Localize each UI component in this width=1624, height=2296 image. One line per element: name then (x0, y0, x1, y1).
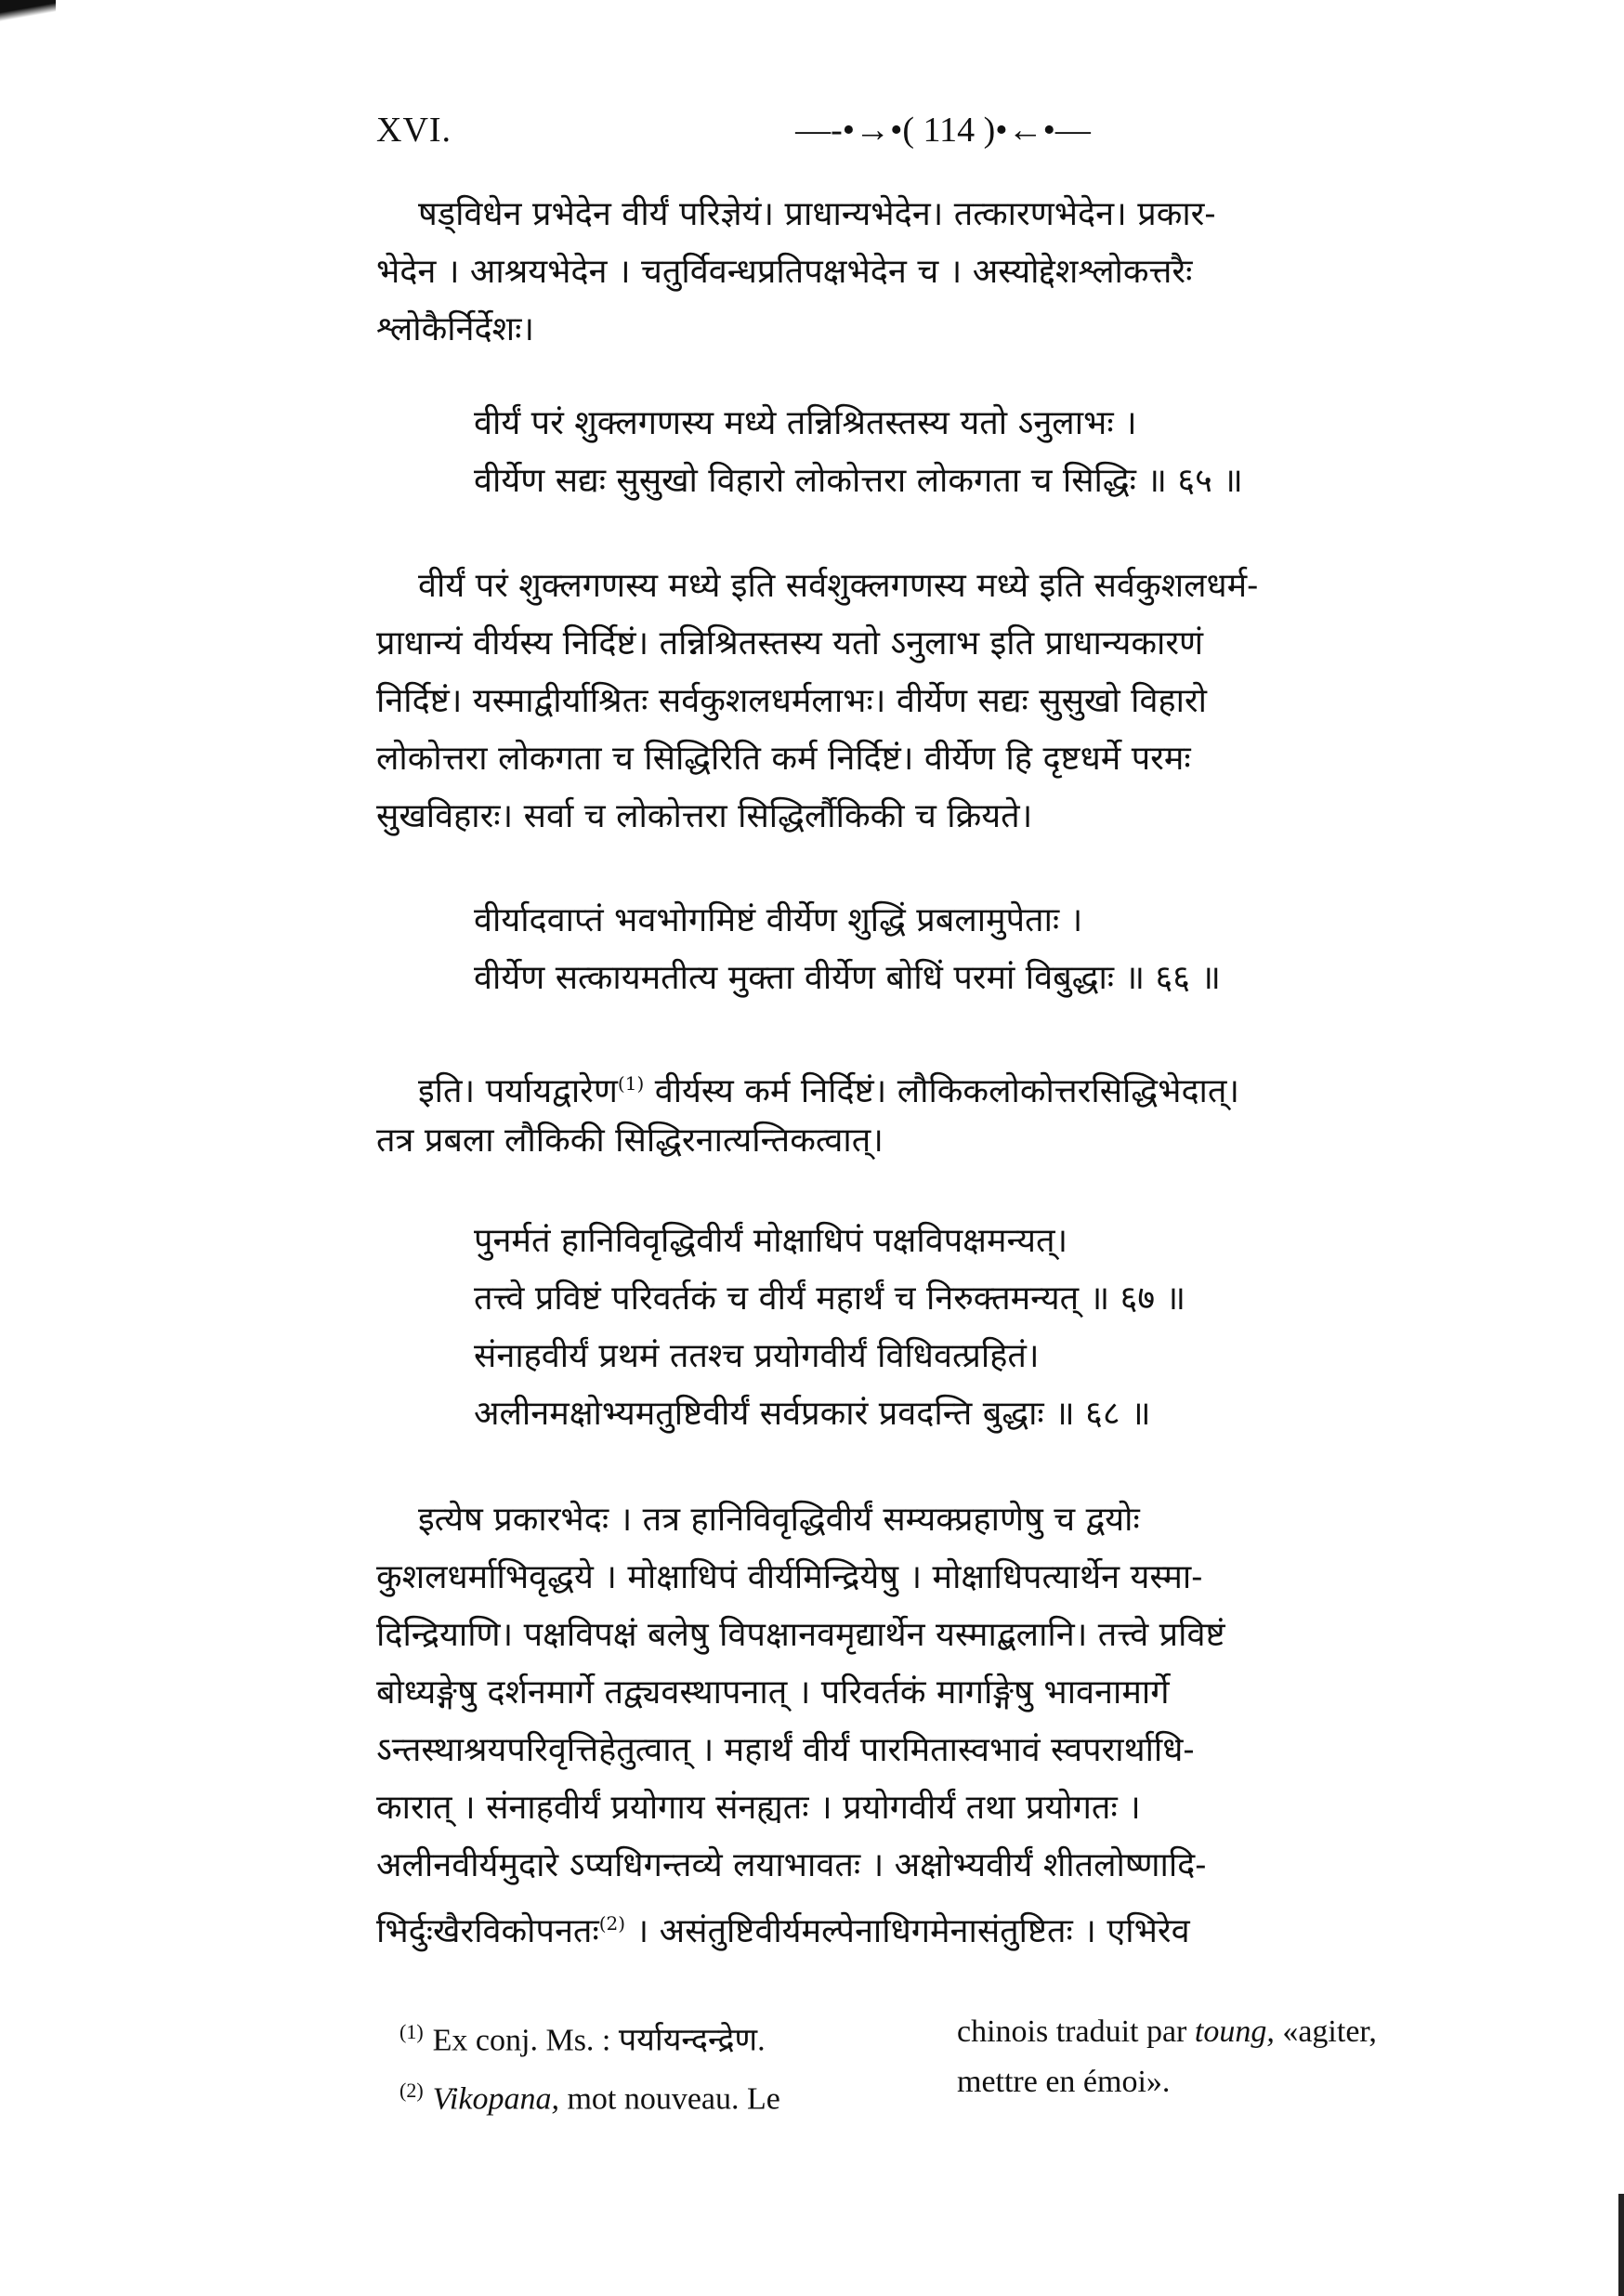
text-line (376, 1895, 1500, 1961)
text-line: वीर्यं परं शुक्लगणस्य मध्ये इति सर्वशुक्लगणस्य मध्ये इति सर्वकुशलधर्म- (418, 567, 1259, 605)
footnote-marker: (2) (598, 1912, 626, 1935)
scan-artifact (0, 0, 56, 26)
text-line: बोध्यङ्गेषु दर्शनमार्गे तद्व्यवस्थापनात् । परिवर्तकं मार्गाङ्गेषु भावनामार्गे (376, 1673, 1170, 1712)
text-line: श्लोकैर्निर्देशः। (376, 310, 535, 348)
verse-line: वीर्यं परं शुक्लगणस्य मध्ये तन्निश्रितस्तस्य यतो ऽनुलाभः । (474, 404, 1137, 442)
footnotes-right-column (957, 2007, 1514, 2107)
text-line: दिन्द्रियाणि। पक्षविपक्षं बलेषु विपक्षानवमृद्यार्थेन यस्माद्बलानि। तत्त्वे प्रविष्टं (376, 1616, 1225, 1654)
footnote-2-cont-text: chinois traduit par (957, 2014, 1187, 2049)
footnote-2-continuation-end: mettre en émoi». (957, 2065, 1171, 2099)
text-line: लोकोत्तरा लोकगता च सिद्धिरिति कर्म निर्दिष्टं। वीर्येण हि दृष्टधर्मे परमः (376, 740, 1191, 778)
verse-line: वीर्येण सद्यः सुसुखो विहारो लोकोत्तरा लोकगता च सिद्धिः ॥ ६५ ॥ (474, 462, 1243, 500)
verse-line: वीर्यादवाप्तं भवभोगमिष्टं वीर्येण शुद्धिं प्रबलामुपेताः । (474, 901, 1083, 939)
text-line: प्राधान्यं वीर्यस्य निर्दिष्टं। तन्निश्रितस्तस्य यतो ऽनुलाभ इति प्राधान्यकारणं (376, 624, 1204, 663)
verse-line: संनाहवीर्यं प्रथमं ततश्च प्रयोगवीर्यं विधिवत्प्रहितं। (474, 1337, 1040, 1375)
text-run: वीर्यस्य कर्म निर्दिष्टं। लौकिकलोकोत्तरसिद्धिभेदात्। (644, 1072, 1240, 1110)
footnote-1-text: Ex conj. Ms. : पर्यायन्दन्द्रेण. (432, 2023, 766, 2058)
footnote-2-term: Vikopana, (432, 2081, 559, 2117)
verse-line: अलीनमक्षोभ्यमतुष्टिवीर्यं सर्वप्रकारं प्रवदन्ति बुद्धाः ॥ ६८ ॥ (474, 1395, 1151, 1433)
text-line (418, 1055, 1500, 1121)
text-line: अलीनवीर्यमुदारे ऽप्यधिगन्तव्ये लयाभावतः । अक्षोभ्यवीर्यं शीतलोष्णादि- (376, 1846, 1207, 1884)
footnote-2-cont-text-b: «agiter, (1274, 2014, 1377, 2049)
footnote-2-cont-term: toung, (1186, 2014, 1275, 2049)
verse-line: तत्त्वे प्रविष्टं परिवर्तकं च वीर्यं महार्थं च निरुक्तमन्यत् ॥ ६७ ॥ (474, 1279, 1186, 1318)
footnotes-left-column (399, 2007, 920, 2125)
signature-mark: XVI. (376, 111, 452, 150)
text-run: भिर्दुःखैरविकोपनतः (376, 1912, 599, 1950)
text-line: कुशलधर्माभिवृद्धये । मोक्षाधिपं वीर्यमिन्द्रियेषु । मोक्षाधिपत्यार्थेन यस्मा- (376, 1558, 1203, 1596)
verse-line: वीर्येण सत्कायमतीत्य मुक्ता वीर्येण बोधिं परमां विबुद्धाः ॥ ६६ ॥ (474, 959, 1221, 997)
verse-line: पुनर्मतं हानिविवृद्धिवीर्यं मोक्षाधिपं पक्षविपक्षमन्यत्। (474, 1222, 1068, 1260)
text-line: ऽन्तस्थाश्रयपरिवृत्तिहेतुत्वात् । महार्थं वीर्यं पारमितास्वभावं स्वपरार्थाधि- (376, 1731, 1195, 1769)
footnote-1-number: (1) (399, 2020, 424, 2043)
text-line: तत्र प्रबला लौकिकी सिद्धिरनात्यन्तिकत्वात्। (376, 1122, 884, 1160)
footnote-2-number: (2) (399, 2079, 424, 2103)
text-line: सुखविहारः। सर्वा च लोकोत्तरा सिद्धिर्लौकिकी च क्रियते। (376, 797, 1033, 835)
footnote-2 (399, 2066, 920, 2124)
footnote-2-text: mot nouveau. Le (558, 2081, 780, 2117)
text-line: भेदेन । आश्रयभेदेन । चतुर्विवन्धप्रतिपक्षभेदेन च । अस्योद्देशश्लोकत्तरैः (376, 253, 1193, 291)
page-header (376, 110, 1510, 165)
text-line: इत्येष प्रकारभेदः । तत्र हानिविवृद्धिवीर्यं सम्यक्प्रहाणेषु च द्वयोः (418, 1501, 1140, 1539)
footnote-1 (399, 2007, 920, 2066)
scan-edge-artifact (1618, 2194, 1624, 2296)
footnote-marker: (1) (617, 1072, 645, 1095)
text-line: कारात् । संनाहवीर्यं प्रयोगाय संनह्यतः । प्रयोगवीर्यं तथा प्रयोगतः । (376, 1789, 1141, 1827)
text-line: निर्दिष्टं। यस्माद्वीर्याश्रितः सर्वकुशलधर्मलाभः। वीर्येण सद्यः सुसुखो विहारो (376, 682, 1207, 720)
text-run: इति। पर्यायद्वारेण (418, 1072, 618, 1110)
page-number: —-•→•( 114 )•←•— (795, 111, 1091, 150)
text-run: । असंतुष्टिवीर्यमल्पेनाधिगमेनासंतुष्टितः । एभिरेव (625, 1912, 1190, 1950)
footnote-2-continuation (957, 2007, 1514, 2057)
text-line: षड्विधेन प्रभेदेन वीर्यं परिज्ञेयं। प्राधान्यभेदेन। तत्कारणभेदेन। प्रकार- (418, 195, 1216, 233)
